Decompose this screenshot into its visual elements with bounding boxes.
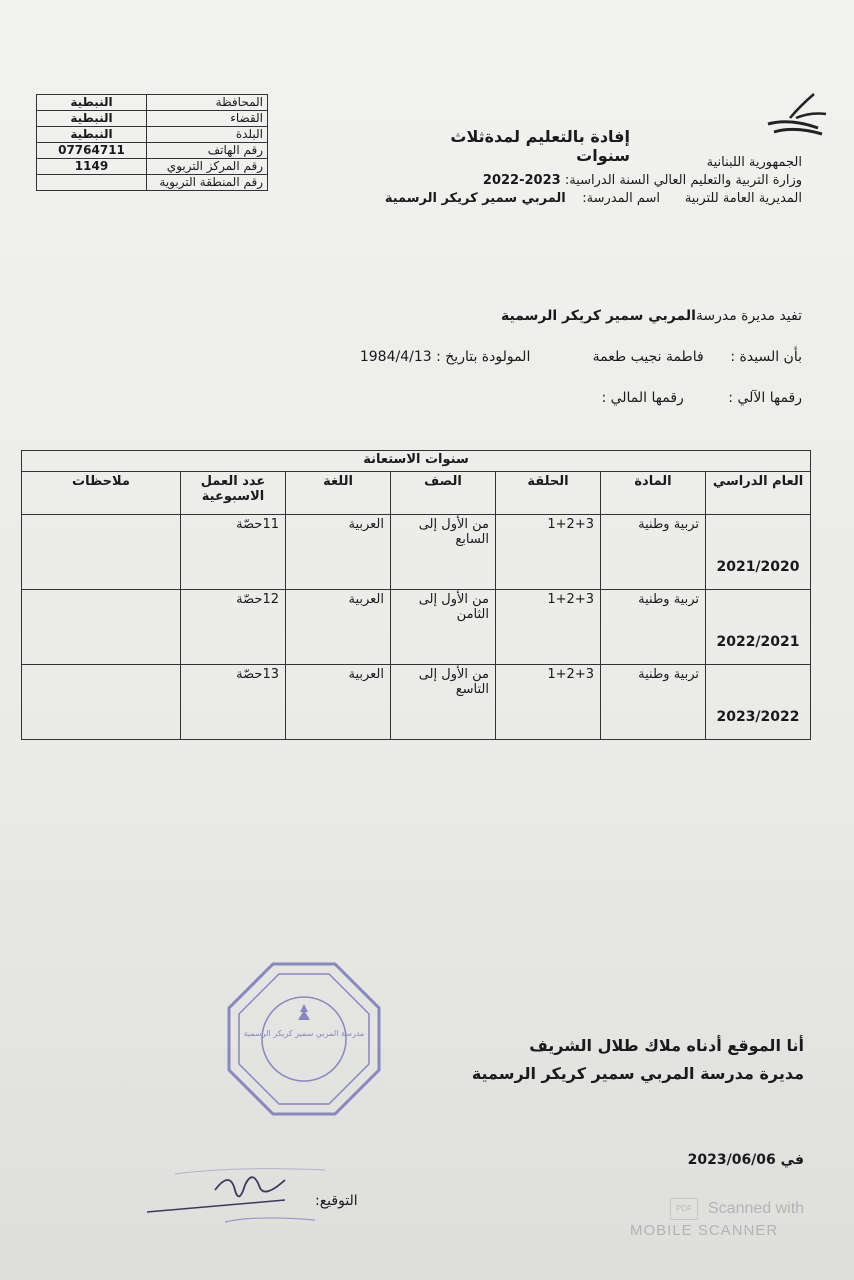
school-info-table bbox=[36, 94, 268, 191]
info-row bbox=[37, 95, 268, 111]
lady-name: فاطمة نجيب طعمة bbox=[592, 349, 704, 365]
notes-cell bbox=[22, 590, 181, 665]
info-row bbox=[37, 143, 268, 159]
auto-number-label: رقمها الآلي : bbox=[728, 390, 802, 406]
signature-label: التوقيع: bbox=[315, 1193, 358, 1209]
info-value: النبطية bbox=[37, 111, 147, 127]
cycle-cell: 1+2+3 bbox=[496, 515, 601, 590]
class-cell: من الأول إلى التاسع bbox=[391, 665, 496, 740]
header-directorate: المديرية العامة للتربية bbox=[684, 191, 802, 206]
header-subject: المادة bbox=[601, 472, 706, 515]
cycle-cell: 1+2+3 bbox=[496, 590, 601, 665]
table-caption: سنوات الاستعانة bbox=[22, 451, 811, 472]
language-cell: العربية bbox=[286, 515, 391, 590]
table-row bbox=[22, 665, 811, 740]
signatory-title: مديرة مدرسة المربي سمير كريكر الرسمية bbox=[471, 1064, 804, 1083]
header-school-value: المربي سمير كريكر الرسمية bbox=[384, 191, 566, 206]
info-row bbox=[37, 175, 268, 191]
info-row bbox=[37, 111, 268, 127]
date-label: في bbox=[780, 1152, 804, 1168]
header-cycle: الحلقة bbox=[496, 472, 601, 515]
year-cell: 2022/2021 bbox=[706, 590, 811, 665]
weekly-hours-cell: 12حصّة bbox=[181, 590, 286, 665]
info-row bbox=[37, 159, 268, 175]
numbers-line bbox=[601, 390, 802, 406]
info-value: النبطية bbox=[37, 95, 147, 111]
table-header-row bbox=[22, 472, 811, 515]
subject-cell: تربية وطنية bbox=[601, 665, 706, 740]
intro-school: المربي سمير كريكر الرسمية bbox=[501, 308, 696, 324]
subject-cell: تربية وطنية bbox=[601, 590, 706, 665]
class-cell: من الأول إلى السابع bbox=[391, 515, 496, 590]
pdf-badge-icon: PDF bbox=[670, 1198, 698, 1220]
table-row bbox=[22, 515, 811, 590]
watermark-line2: MOBILE SCANNER bbox=[630, 1222, 779, 1239]
weekly-hours-cell: 11حصّة bbox=[181, 515, 286, 590]
subject-cell: تربية وطنية bbox=[601, 515, 706, 590]
header-class: الصف bbox=[391, 472, 496, 515]
header-year-label: السنة الدراسية: bbox=[564, 173, 650, 188]
header-language: اللغة bbox=[286, 472, 391, 515]
info-row bbox=[37, 127, 268, 143]
cedar-icon bbox=[298, 1004, 310, 1020]
info-label: القضاء bbox=[147, 111, 268, 127]
person-line bbox=[360, 349, 802, 365]
info-label: رقم الهاتف bbox=[147, 143, 268, 159]
watermark-line1: Scanned with bbox=[708, 1200, 805, 1218]
date-value: 2023/06/06 bbox=[687, 1152, 776, 1168]
table-row bbox=[22, 590, 811, 665]
year-cell: 2021/2020 bbox=[706, 515, 811, 590]
header-notes: ملاحظات bbox=[22, 472, 181, 515]
header-year: العام الدراسي bbox=[706, 472, 811, 515]
born-label: المولودة بتاريخ : bbox=[436, 349, 531, 365]
info-value: 1149 bbox=[37, 159, 147, 175]
info-label: البلدة bbox=[147, 127, 268, 143]
header-republic: الجمهورية اللبنانية bbox=[706, 155, 802, 170]
finance-number-label: رقمها المالي : bbox=[601, 390, 684, 406]
notes-cell bbox=[22, 665, 181, 740]
cycle-cell: 1+2+3 bbox=[496, 665, 601, 740]
year-cell: 2023/2022 bbox=[706, 665, 811, 740]
class-cell: من الأول إلى الثامن bbox=[391, 590, 496, 665]
language-cell: العربية bbox=[286, 590, 391, 665]
info-label: رقم المنطقة التربوية bbox=[147, 175, 268, 191]
ministry-logo-icon bbox=[760, 88, 830, 138]
scanner-watermark bbox=[630, 1198, 804, 1239]
info-label: رقم المركز التربوي bbox=[147, 159, 268, 175]
teaching-years-table bbox=[21, 450, 811, 740]
info-value bbox=[37, 175, 147, 191]
document-title: إفادة بالتعليم لمدةثلاث سنوات bbox=[450, 127, 630, 165]
date-line bbox=[688, 1152, 804, 1168]
header-ministry-line bbox=[483, 173, 802, 188]
header-weekly-hours: عدد العمل الاسبوعية bbox=[181, 472, 286, 515]
intro-prefix: تفيد مديرة مدرسة bbox=[695, 308, 802, 324]
lady-label: بأن السيدة : bbox=[730, 349, 802, 365]
signatory-name: أنا الموقع أدناه ملاك طلال الشريف bbox=[529, 1036, 804, 1055]
header-directorate-line bbox=[385, 191, 802, 206]
info-label: المحافظة bbox=[147, 95, 268, 111]
handwritten-signature bbox=[135, 1160, 335, 1235]
info-value: 07764711 bbox=[37, 143, 147, 159]
header-year-value: 2023-2022 bbox=[482, 173, 561, 188]
born-date: 1984/4/13 bbox=[359, 349, 432, 365]
weekly-hours-cell: 13حصّة bbox=[181, 665, 286, 740]
notes-cell bbox=[22, 515, 181, 590]
official-stamp bbox=[225, 960, 383, 1118]
header-school-label: اسم المدرسة: bbox=[582, 191, 661, 206]
language-cell: العربية bbox=[286, 665, 391, 740]
stamp-text: مدرسة المربي سمير كريكر الرسمية bbox=[243, 1029, 365, 1038]
info-value: النبطية bbox=[37, 127, 147, 143]
header-ministry: وزارة التربية والتعليم العالي bbox=[653, 173, 802, 188]
intro-line bbox=[501, 308, 802, 324]
